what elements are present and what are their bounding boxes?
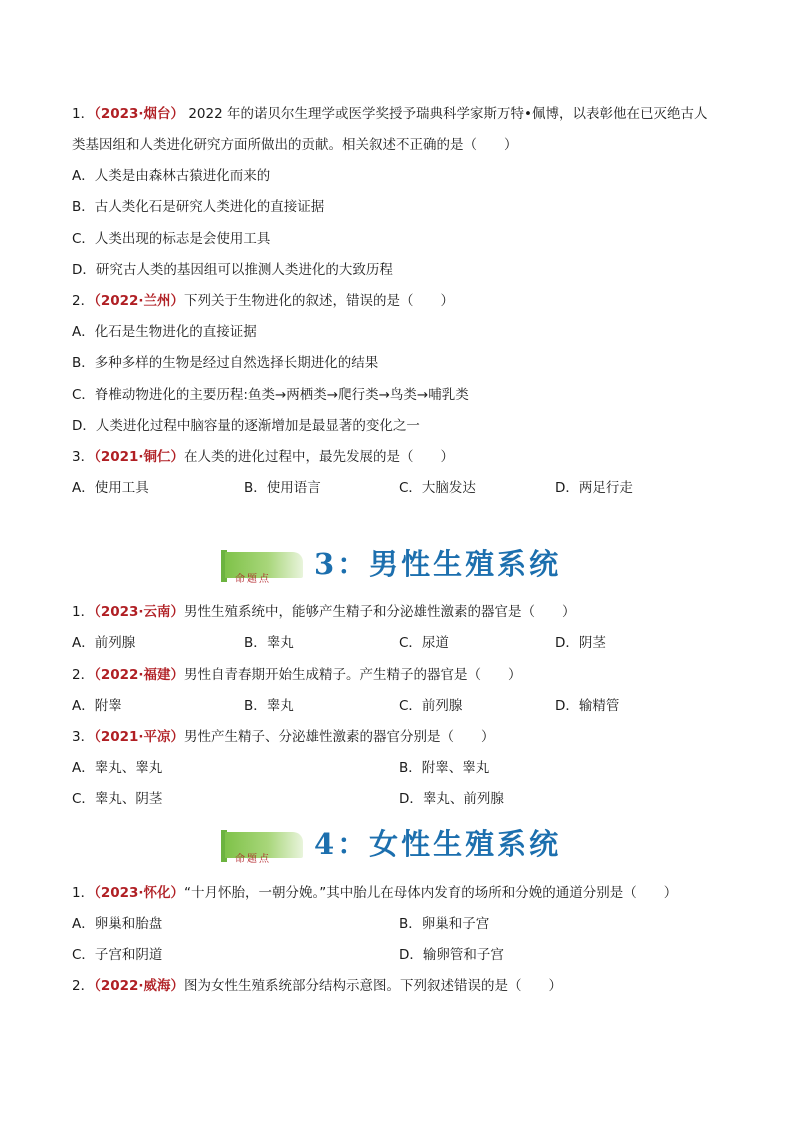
option-b: B．使用语言	[244, 480, 321, 496]
option-b: B．古人类化石是研究人类进化的直接证据	[72, 199, 325, 215]
question-1: 1．（2023·怀化）“十月怀胎，一朝分娩。”其中胎儿在母体内发育的场所和分娩的通道分别是（ ）	[72, 885, 678, 901]
option-c: C．人类出现的标志是会使用工具	[72, 231, 271, 247]
question-source: （2023·怀化）	[94, 885, 185, 901]
option-c: C．前列腺	[399, 698, 463, 714]
option-a: A．使用工具	[72, 480, 149, 496]
question-source: （2023·云南）	[94, 604, 185, 620]
option-c: C．脊椎动物进化的主要历程:鱼类→两栖类→爬行类→鸟类→哺乳类	[72, 387, 469, 403]
question-1: 1．（2023·云南）男性生殖系统中，能够产生精子和分泌雄性激素的器官是（ ）	[72, 604, 576, 620]
question-source: （2021·平凉）	[94, 729, 185, 745]
question-source: （2022·兰州）	[94, 293, 185, 309]
question-3: 3．（2021·铜仁）在人类的进化过程中，最先发展的是（ ）	[72, 449, 455, 465]
option-a: A．化石是生物进化的直接证据	[72, 324, 257, 340]
option-b: B．卵巢和子宫	[399, 916, 490, 932]
option-c: C．大脑发达	[399, 480, 476, 496]
option-b: B．多种多样的生物是经过自然选择长期进化的结果	[72, 355, 379, 371]
option-d: D．阴茎	[555, 635, 606, 651]
section-title: 3：男性生殖系统	[314, 547, 562, 581]
question-1: 1．（2023·烟台） 2022 年的诺贝尔生理学或医学奖授予瑞典科学家斯万特•佩博，以表彰他在已灭绝古人	[72, 106, 708, 122]
question-2: 2．（2022·福建）男性自青春期开始生成精子。产生精子的器官是（ ）	[72, 667, 522, 683]
option-a: A．附睾	[72, 698, 122, 714]
flag-icon: 命题点	[221, 830, 305, 862]
option-b: B．附睾、睾丸	[399, 760, 490, 776]
section-heading-4	[0, 824, 794, 864]
option-c: C．子宫和阴道	[72, 947, 163, 963]
question-source: （2021·铜仁）	[94, 449, 185, 465]
section-title: 4：女性生殖系统	[314, 827, 562, 861]
option-d: D．研究古人类的基因组可以推测人类进化的大致历程	[72, 262, 393, 278]
question-1-continued: 类基因组和人类进化研究方面所做出的贡献。相关叙述不正确的是（ ）	[72, 137, 518, 153]
section-heading-3	[0, 544, 794, 584]
question-3: 3．（2021·平凉）男性产生精子、分泌雄性激素的器官分别是（ ）	[72, 729, 495, 745]
option-d: D．输精管	[555, 698, 620, 714]
question-2: 2．（2022·兰州）下列关于生物进化的叙述，错误的是（ ）	[72, 293, 455, 309]
flag-icon: 命题点	[221, 550, 305, 582]
option-b: B．睾丸	[244, 635, 294, 651]
option-d: D．两足行走	[555, 480, 633, 496]
option-d: D．睾丸、前列腺	[399, 791, 504, 807]
option-d: D．输卵管和子宫	[399, 947, 504, 963]
question-source: （2022·威海）	[94, 978, 185, 994]
question-source: （2022·福建）	[94, 667, 185, 683]
option-c: C．尿道	[399, 635, 449, 651]
option-a: A．卵巢和胎盘	[72, 916, 163, 932]
option-b: B．睾丸	[244, 698, 294, 714]
option-a: A．睾丸、睾丸	[72, 760, 163, 776]
question-source: （2023·烟台）	[94, 106, 185, 122]
option-c: C．睾丸、阴茎	[72, 791, 163, 807]
question-2: 2．（2022·威海）图为女性生殖系统部分结构示意图。下列叙述错误的是（ ）	[72, 978, 563, 994]
option-a: A．前列腺	[72, 635, 136, 651]
option-a: A．人类是由森林古猿进化而来的	[72, 168, 271, 184]
option-d: D．人类进化过程中脑容量的逐渐增加是最显著的变化之一	[72, 418, 420, 434]
